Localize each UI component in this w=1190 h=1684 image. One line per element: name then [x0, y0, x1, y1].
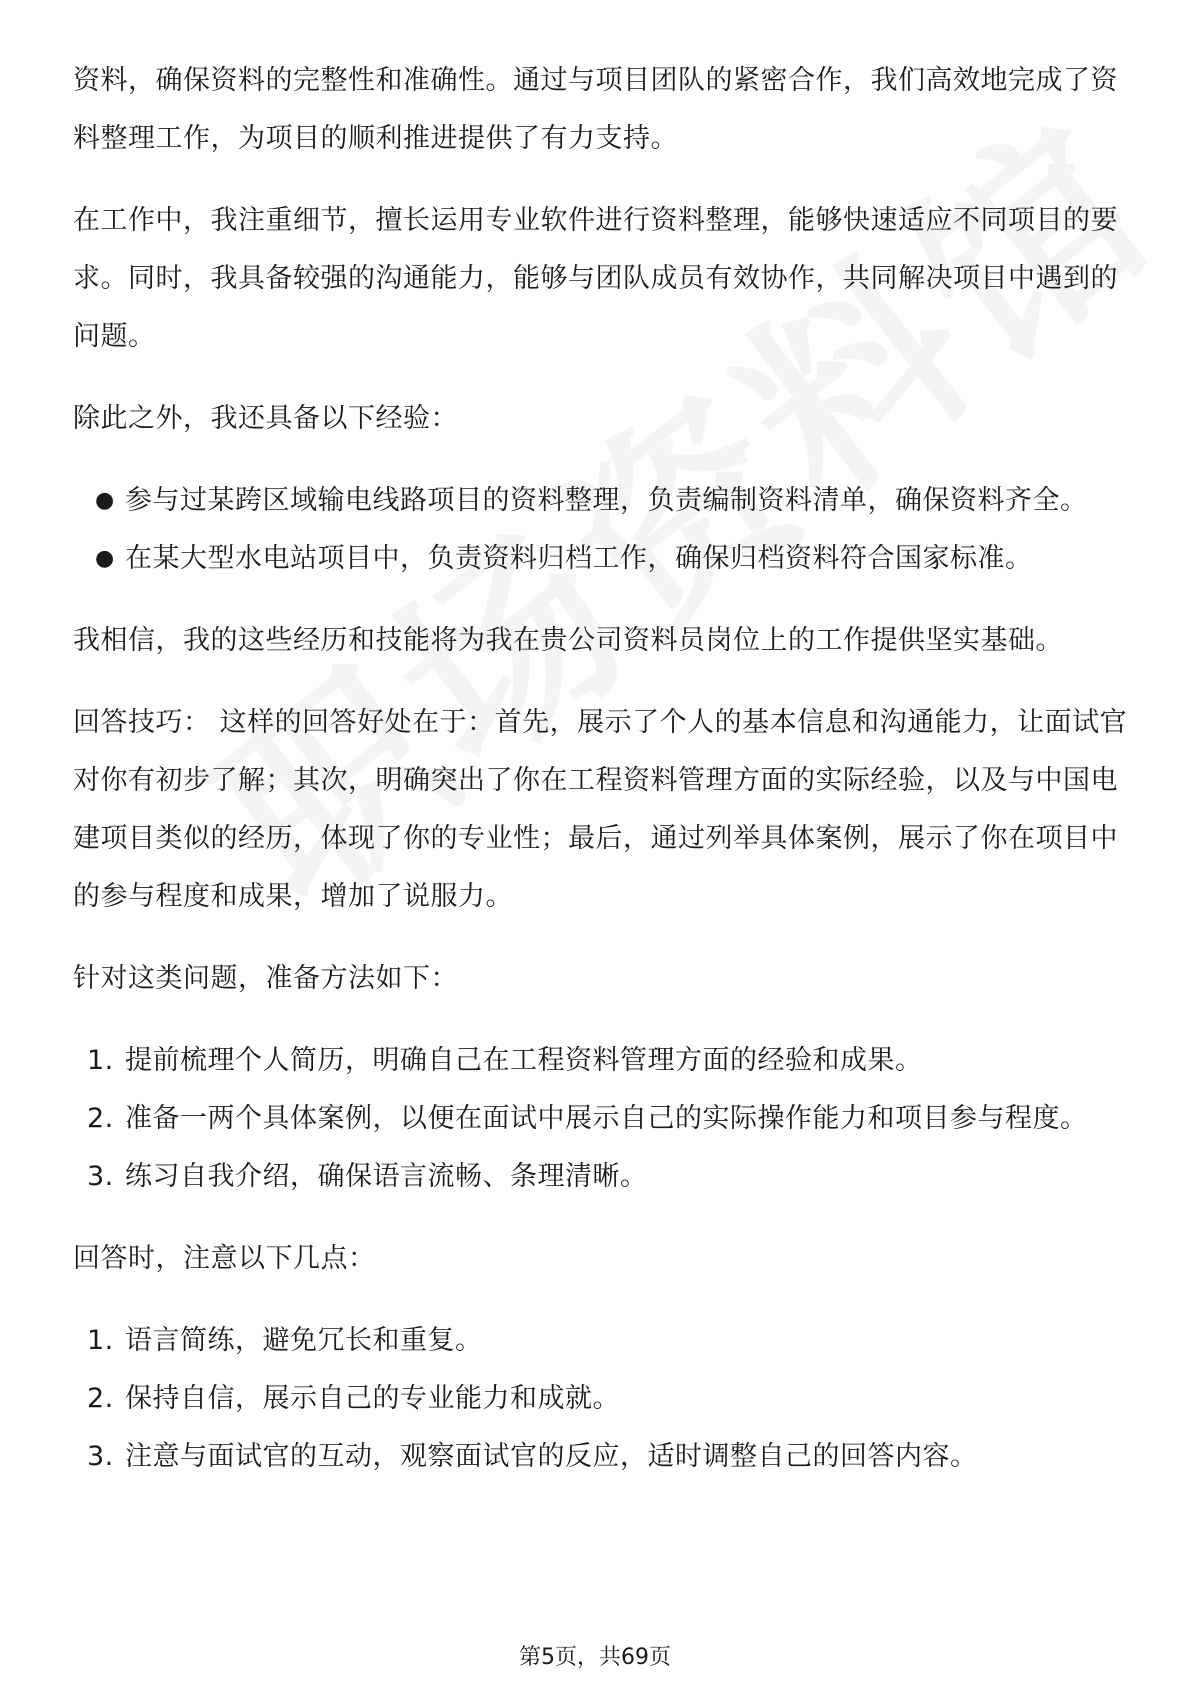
list-item: [73, 1032, 1133, 1090]
list-item: [73, 1428, 1133, 1486]
list-number: 2.: [87, 1383, 114, 1414]
experience-list: [73, 472, 1133, 588]
paragraph-experience-lead: 除此之外，我还具备以下经验：: [73, 403, 458, 434]
list-number: 1.: [87, 1045, 114, 1076]
paragraph-conclusion: 我相信，我的这些经历和技能将为我在贵公司资料员岗位上的工作提供坚实基础。: [73, 625, 1063, 656]
list-item-text: 在某大型水电站项目中，负责资料归档工作，确保归档资料符合国家标准。: [125, 543, 1033, 574]
list-number: 2.: [87, 1103, 114, 1134]
list-item: [73, 1148, 1133, 1206]
list-item: [73, 530, 1133, 588]
list-item: [73, 472, 1133, 530]
page-number: 第5页，共69页: [519, 1645, 671, 1670]
bullet-icon: ●: [95, 488, 115, 513]
list-item-text: 练习自我介绍，确保语言流畅、条理清晰。: [125, 1161, 648, 1192]
list-item-text: 注意与面试官的互动，观察面试官的反应，适时调整自己的回答内容。: [125, 1441, 978, 1472]
paragraph-prep-lead: 针对这类问题，准备方法如下：: [73, 963, 458, 994]
prep-steps-list: [73, 1032, 1133, 1206]
list-item-text: 语言简练，避免冗长和重复。: [125, 1325, 483, 1356]
paragraph-skills: 在工作中，我注重细节，擅长运用专业软件进行资料整理，能够快速适应不同项目的要求。同时，我具备较强的沟通能力，能够与团队成员有效协作，共同解决项目中遇到的问题。: [73, 205, 1118, 352]
list-item-text: 准备一两个具体案例，以便在面试中展示自己的实际操作能力和项目参与程度。: [125, 1103, 1088, 1134]
bullet-icon: ●: [95, 546, 115, 571]
paragraph-tips-lead: 回答时，注意以下几点：: [73, 1243, 376, 1274]
list-item-text: 提前梳理个人简历，明确自己在工程资料管理方面的经验和成果。: [125, 1045, 923, 1076]
list-number: 1.: [87, 1325, 114, 1356]
list-number: 3.: [87, 1161, 114, 1192]
list-item: [73, 1370, 1133, 1428]
list-number: 3.: [87, 1441, 114, 1472]
list-item-text: 参与过某跨区域输电线路项目的资料整理，负责编制资料清单，确保资料齐全。: [125, 485, 1088, 516]
list-item-text: 保持自信，展示自己的专业能力和成就。: [125, 1383, 620, 1414]
paragraph-answer-tips: 回答技巧： 这样的回答好处在于：首先，展示了个人的基本信息和沟通能力，让面试官对你有初步了解；其次，明确突出了你在工程资料管理方面的实际经验，以及与中国电建项目类似的经历，体现了你的专业性；最后，通过列举具体案例，展示了你在项目中的参与程度和成果，增加了说服力。: [73, 707, 1128, 912]
answer-tips-list: [73, 1312, 1133, 1486]
page-content: [73, 52, 1133, 1486]
list-item: [73, 1312, 1133, 1370]
list-item: [73, 1090, 1133, 1148]
paragraph-intro: 资料，确保资料的完整性和准确性。通过与项目团队的紧密合作，我们高效地完成了资料整理工作，为项目的顺利推进提供了有力支持。: [73, 65, 1118, 154]
